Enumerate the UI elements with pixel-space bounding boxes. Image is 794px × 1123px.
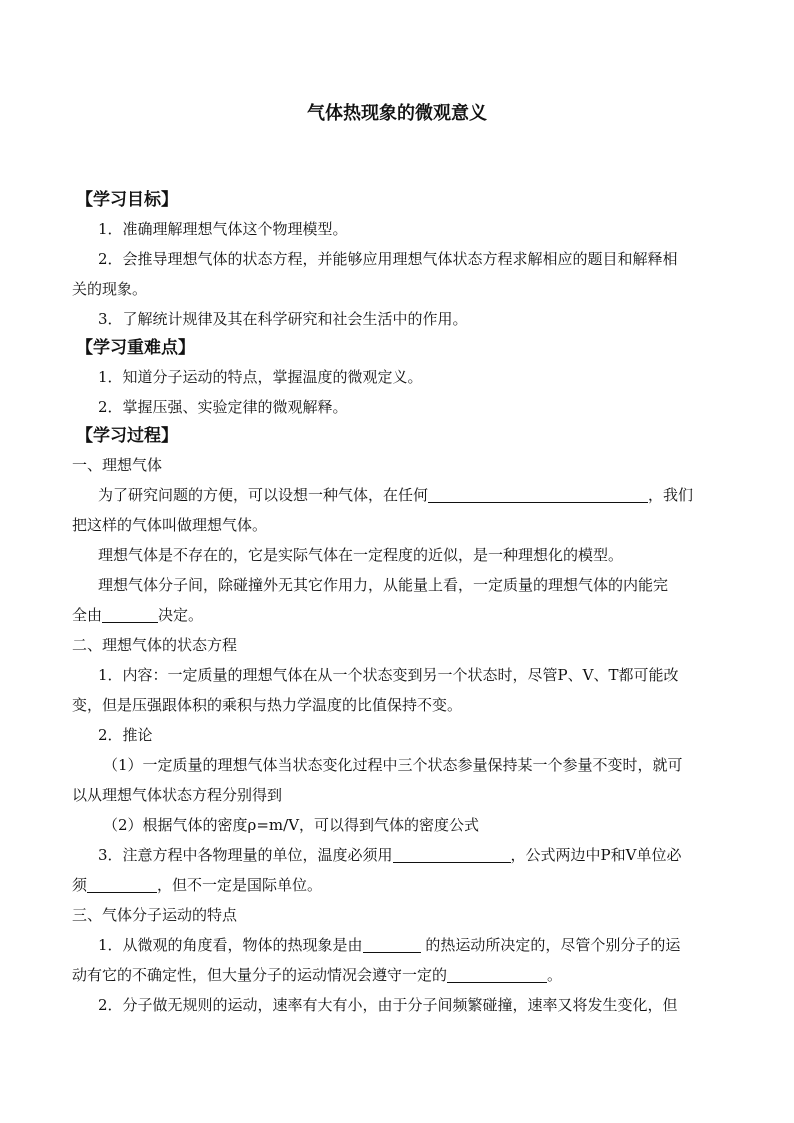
text: 动有它的不确定性，但大量分子的运动情况会遵守一定的 [72, 966, 448, 984]
document-body [72, 186, 722, 1020]
fill-blank[interactable] [87, 876, 157, 893]
goal-item: 2．会推导理想气体的状态方程，并能够应用理想气体状态方程求解相应的题目和解释相 [98, 250, 678, 268]
paragraph: 理想气体分子间，除碰撞外无其它作用力，从能量上看，一定质量的理想气体的内能完 [98, 576, 669, 594]
keypoint-item: 1．知道分子运动的特点，掌握温度的微观定义。 [98, 368, 423, 386]
text: ，但不一定是国际单位。 [157, 876, 323, 894]
paragraph [72, 930, 722, 960]
text: 的热运动所决定的，尽管个别分子的运 [420, 936, 681, 954]
section-title: 三、气体分子运动的特点 [72, 906, 238, 924]
text: 全由 [72, 606, 103, 624]
process-heading: 【学习过程】 [76, 426, 178, 446]
fill-blank[interactable] [102, 606, 158, 623]
text: 决定。 [158, 606, 204, 624]
section-title: 二、理想气体的状态方程 [72, 636, 238, 654]
paragraph: 2．推论 [98, 726, 153, 744]
paragraph: 1．内容：一定质量的理想气体在从一个状态变到另一个状态时，尽管P、V、T都可能改 [98, 666, 679, 684]
paragraph-continued: 以从理想气体状态方程分别得到 [72, 786, 283, 804]
paragraph-continued [72, 960, 722, 990]
goals-heading: 【学习目标】 [76, 190, 178, 210]
text: 为了研究问题的方便，可以设想一种气体，在任何 [98, 486, 429, 504]
paragraph-continued [72, 870, 722, 900]
text: 须 [72, 876, 88, 894]
fill-blank[interactable] [428, 486, 648, 503]
fill-blank[interactable] [363, 936, 421, 953]
section-title: 一、理想气体 [72, 456, 163, 474]
goal-item: 1．准确理解理想气体这个物理模型。 [98, 220, 348, 238]
page-title: 气体热现象的微观意义 [307, 103, 487, 124]
text: ，公式两边中P和V单位必 [510, 846, 682, 864]
text: 3．注意方程中各物理量的单位，温度必须用 [98, 846, 393, 864]
paragraph-continued: 把这样的气体叫做理想气体。 [72, 516, 268, 534]
goal-item: 3．了解统计规律及其在科学研究和社会生活中的作用。 [98, 310, 468, 328]
paragraph: （2）根据气体的密度ρ=m/V，可以得到气体的密度公式 [103, 816, 480, 834]
keypoints-heading: 【学习重难点】 [76, 338, 195, 358]
paragraph-continued [72, 600, 722, 630]
goal-item-continued: 关的现象。 [72, 280, 148, 298]
text: ，我们 [648, 486, 694, 504]
fill-blank[interactable] [447, 966, 547, 983]
paragraph: 理想气体是不存在的，它是实际气体在一定程度的近似，是一种理想化的模型。 [98, 546, 624, 564]
paragraph: 2．分子做无规则的运动，速率有大有小，由于分子间频繁碰撞，速率又将发生变化，但 [98, 996, 678, 1014]
paragraph: （1）一定质量的理想气体当状态变化过程中三个状态参量保持某一个参量不变时，就可 [103, 756, 683, 774]
paragraph-continued: 变，但是压强跟体积的乘积与热力学温度的比值保持不变。 [72, 696, 463, 714]
text: 1．从微观的角度看，物体的热现象是由 [98, 936, 363, 954]
paragraph [72, 840, 722, 870]
text: 。 [547, 966, 563, 984]
paragraph [72, 480, 722, 510]
fill-blank[interactable] [393, 846, 511, 863]
keypoint-item: 2．掌握压强、实验定律的微观解释。 [98, 398, 348, 416]
